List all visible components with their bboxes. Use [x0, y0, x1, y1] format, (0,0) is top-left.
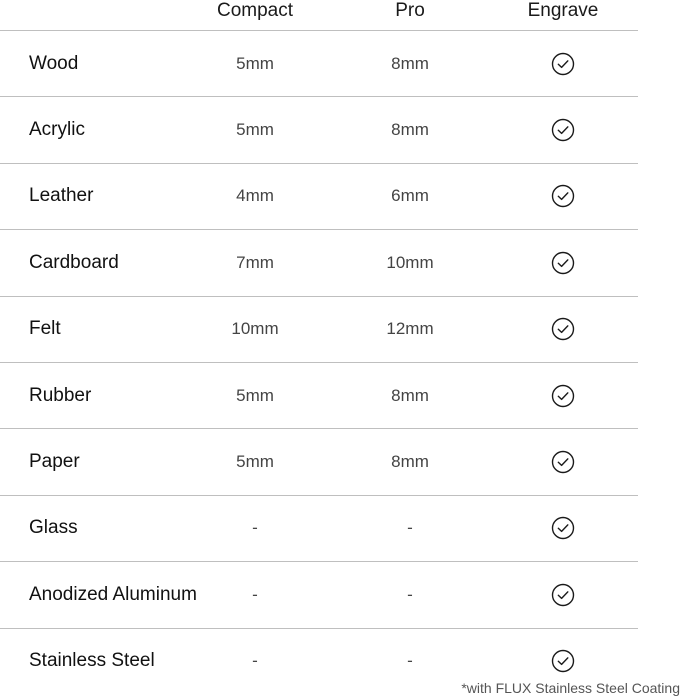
header-pro: Pro [395, 0, 425, 21]
pro-thickness: 8mm [391, 385, 429, 405]
compact-thickness: 5mm [236, 120, 274, 140]
compact-thickness: 7mm [236, 252, 274, 272]
compact-thickness: 5mm [236, 385, 274, 405]
check-circle-icon [551, 516, 575, 540]
check-circle-icon [551, 583, 575, 607]
table-row [0, 297, 638, 363]
pro-thickness: 6mm [391, 186, 429, 206]
check-circle-icon [551, 118, 575, 142]
check-circle-icon [551, 649, 575, 673]
table-header [0, 0, 638, 31]
material-name: Anodized Aluminum [29, 583, 197, 605]
pro-thickness: 10mm [386, 252, 434, 272]
material-name: Paper [29, 451, 80, 473]
compact-thickness: - [252, 584, 258, 604]
check-circle-icon [551, 384, 575, 408]
header-compact: Compact [216, 0, 294, 21]
table-row [0, 496, 638, 562]
material-name: Glass [29, 517, 78, 539]
check-circle-icon [551, 450, 575, 474]
check-circle-icon [551, 251, 575, 275]
check-circle-icon [551, 52, 575, 76]
material-name: Rubber [29, 384, 92, 406]
pro-thickness: 8mm [391, 452, 429, 472]
table-row [0, 230, 638, 296]
pro-thickness: 8mm [391, 53, 429, 73]
material-name: Stainless Steel [29, 650, 155, 672]
pro-thickness: 12mm [386, 319, 434, 339]
compact-thickness: 10mm [231, 319, 279, 339]
table-row [0, 363, 638, 429]
table-row [0, 31, 638, 97]
pro-thickness: 8mm [391, 120, 429, 140]
check-circle-icon [551, 184, 575, 208]
check-circle-icon [551, 317, 575, 341]
compact-thickness: - [252, 651, 258, 671]
material-name: Wood [29, 52, 79, 74]
header-engrave: Engrave [527, 0, 599, 21]
pro-thickness: - [407, 518, 413, 538]
table-row [0, 562, 638, 628]
table-row [0, 97, 638, 163]
footnote: *with FLUX Stainless Steel Coating [461, 680, 680, 696]
compact-thickness: 5mm [236, 452, 274, 472]
table-row [0, 164, 638, 230]
compact-thickness: 4mm [236, 186, 274, 206]
material-name: Acrylic [29, 119, 85, 141]
compact-thickness: - [252, 518, 258, 538]
table-row [0, 429, 638, 495]
material-name: Felt [29, 318, 61, 340]
compact-thickness: 5mm [236, 53, 274, 73]
material-name: Cardboard [29, 251, 119, 273]
pro-thickness: - [407, 651, 413, 671]
pro-thickness: - [407, 584, 413, 604]
material-name: Leather [29, 185, 94, 207]
